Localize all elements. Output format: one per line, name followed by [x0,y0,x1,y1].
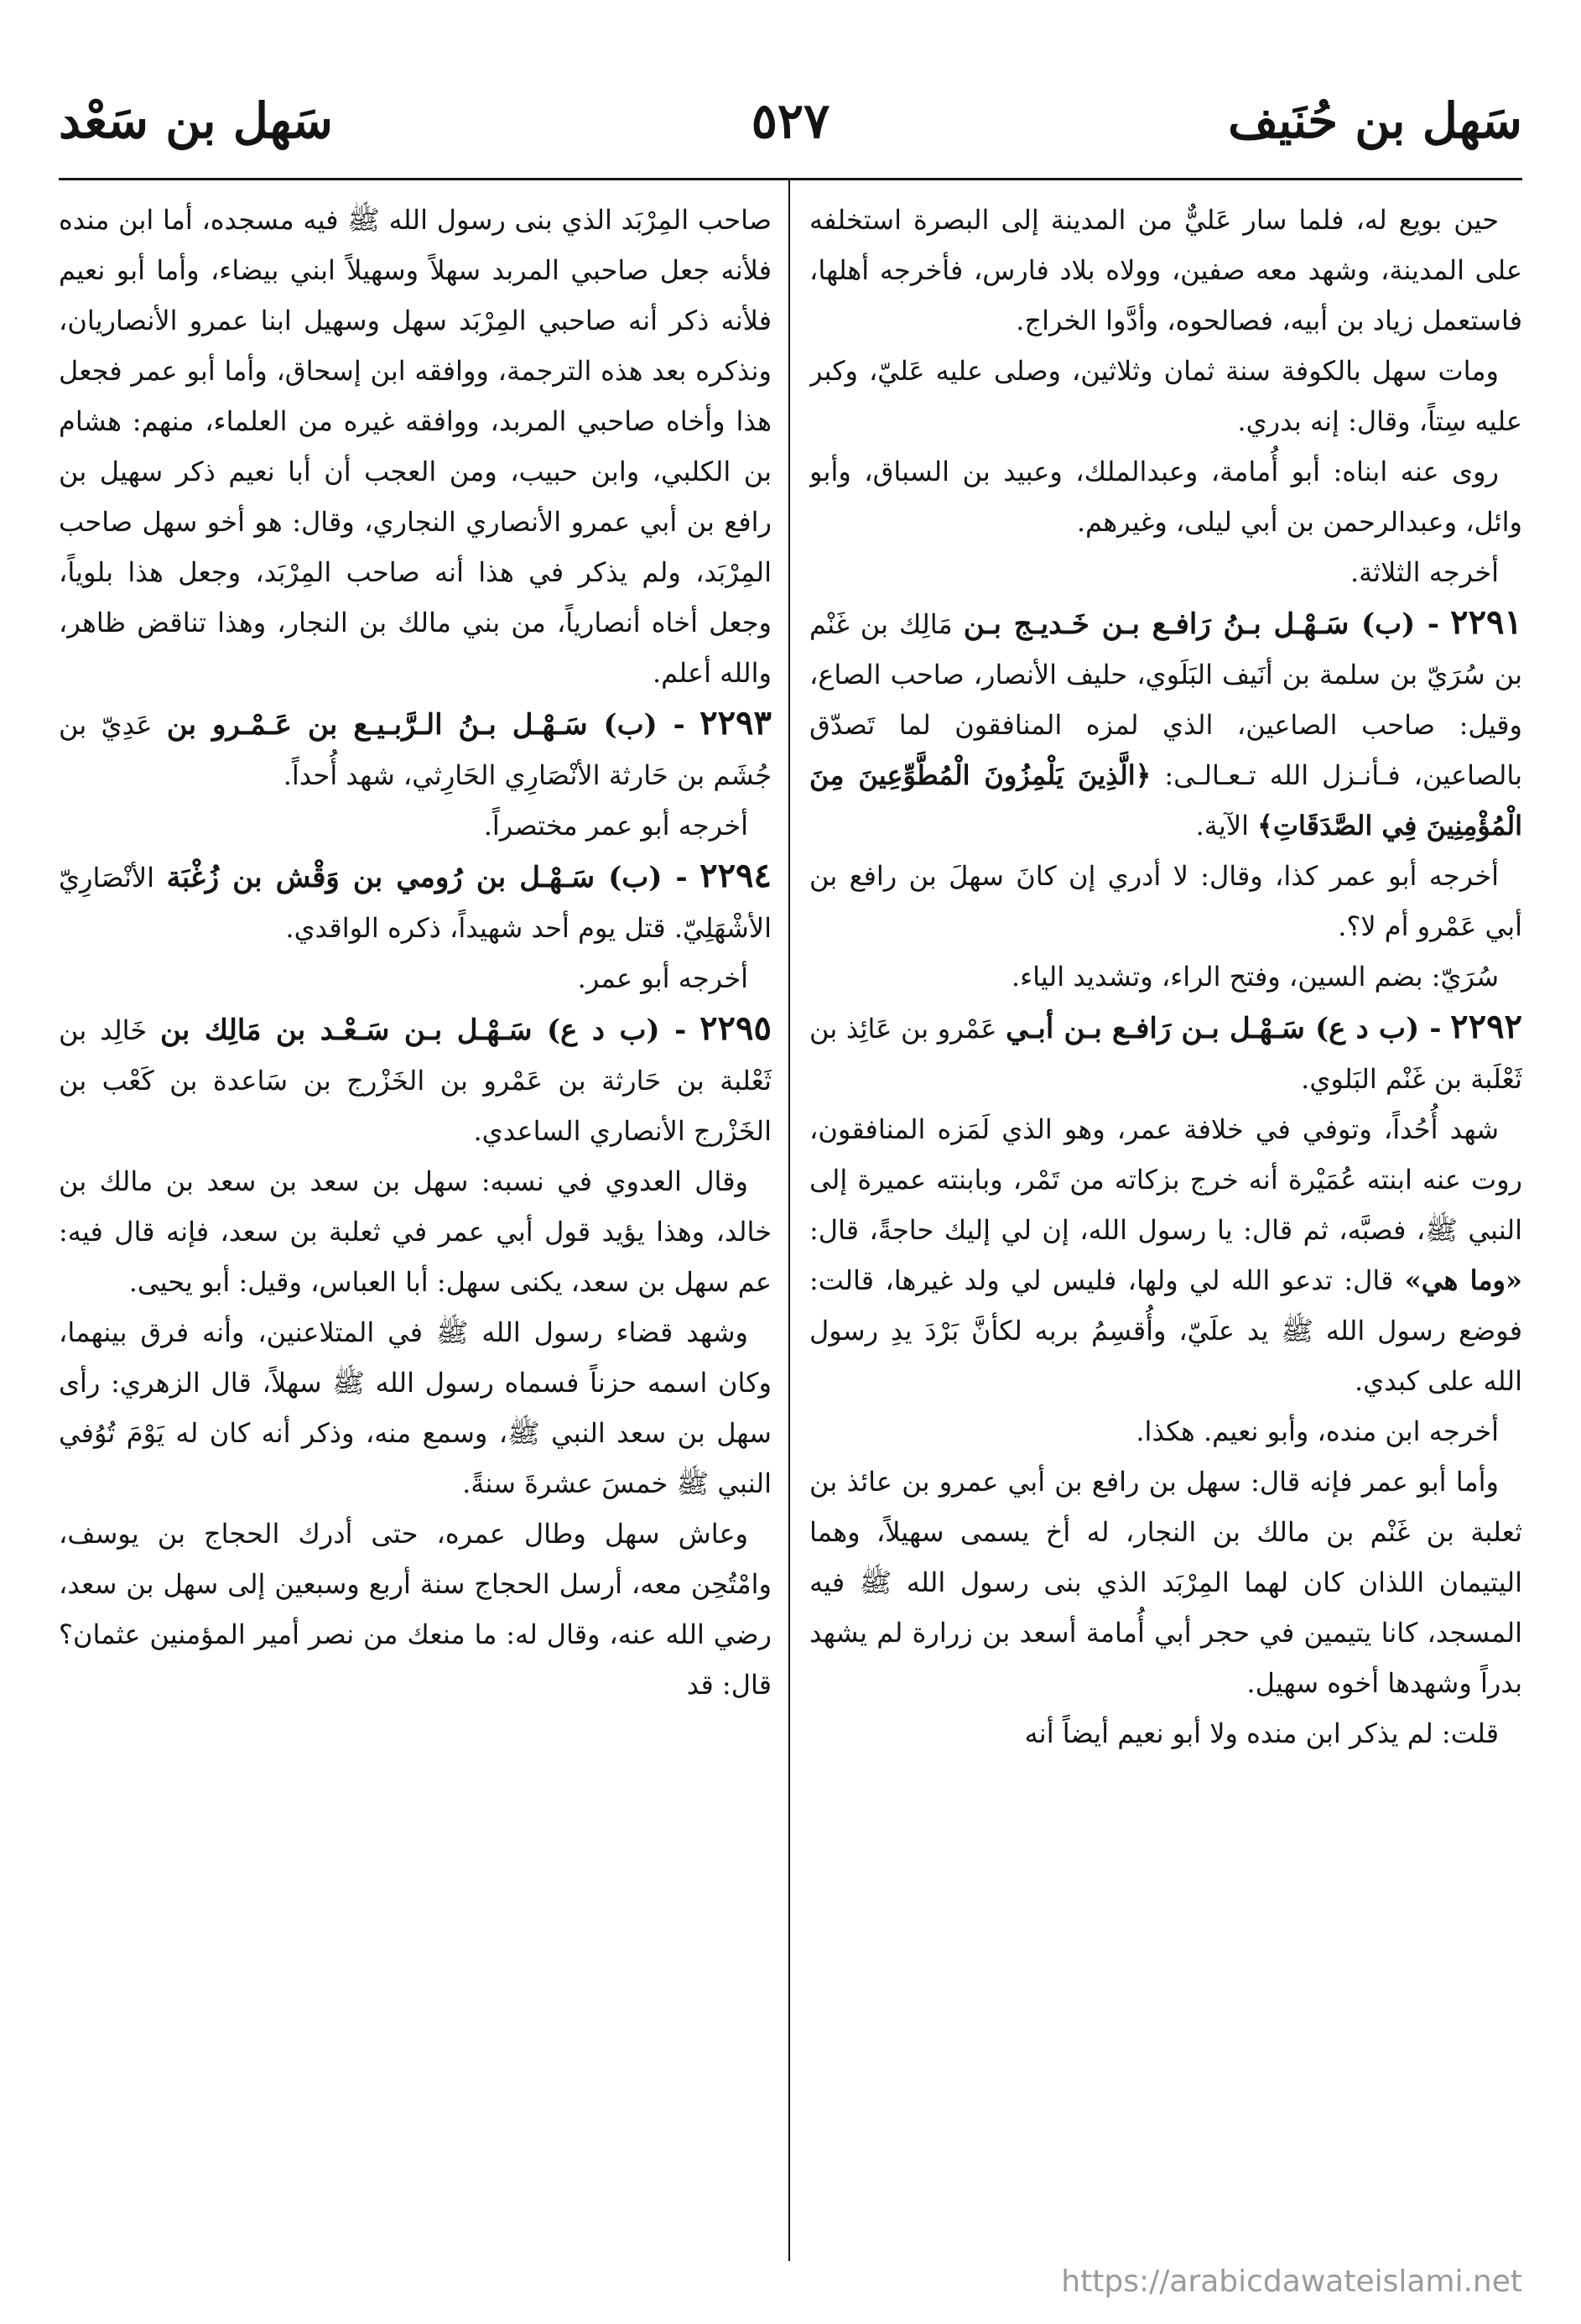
entry-heading: - (ب د ع) سَـهْـل بـن رَافـع بـن أبـي [1006,1012,1442,1045]
paragraph: وأما أبو عمر فإنه قال: سهل بن رافع بن أبي عمرو بن عائذ بن ثعلبة بن غَنْم بن مالك بن النجار، له أخ يسمى سهيلاً، وهما اليتيمان اللذان كان لهما المِرْبَد الذي بنى رسول الله ﷺ فيه المسجد، كانا يتيمين في حجر أبي أُمامة أسعد بن زرارة لم يشهد بدراً وشهدها أخوه سهيل. [809,1466,1522,1699]
entry-lineage: مَالِك بن غَنْم بن سُرَيّ بن سلمة بن أنَيف البَلَوي، حليف الأنصار، صاحب الصاع، وقيل: صاحب الصاعين، الذي لمزه المنافقون لما تَصدّق بالصاعين، فـأنـزل الله تـعـالـى: [809,608,1522,791]
entry-2291 [809,597,1522,851]
entry-heading: - (ب) سَـهْـل بـنُ الـرَّبـيـع بن عَـمْـرو بن [166,708,685,742]
paragraph: أخرجه الثلاثة. [1350,556,1499,588]
entry-2292 [809,1002,1522,1104]
entry-2295 [59,1003,772,1156]
paragraph: أخرجه أبو عمر مختصراً. [483,810,748,842]
paragraph: ومات سهل بالكوفة سنة ثمان وثلاثين، وصلى عليه عَليّ، وكبر عليه سِتاً، وقال: إنه بدري. [809,355,1522,437]
running-title-left: سَهل بن سَعْد [59,92,333,149]
paragraph: حين بويع له، فلما سار عَليٌّ من المدينة إلى البصرة استخلفه على المدينة، وشهد معه صفين، وولاه بلاد فارس، فأخرجه أهلها، فاستعمل زياد بن أبيه، فصالحوه، وأدَّوا الخراج. [809,204,1522,336]
watermark-url: https://arabicdawateislami.net [1061,2264,1522,2299]
paragraph: أخرجه ابن منده، وأبو نعيم. هكذا. [1136,1415,1499,1447]
entry-number: ٢٢٩١ [1450,602,1522,642]
quran-verse: ﴿الَّذِينَ يَلْمِزُونَ الْمُطَّوِّعِينَ مِنَ الْمُؤْمِنِينَ فِي الصَّدَقَاتِ﴾ [809,759,1522,842]
running-title-right: سَهل بن حُنَيف [1228,92,1522,149]
left-column [59,195,772,2250]
entry-heading: - (ب) سَـهْـل بـنُ رَافـع بـن خَـديـج بـن [963,607,1440,641]
column-divider [788,180,790,2261]
entry-2293 [59,698,772,800]
right-column [809,195,1522,2250]
entry-number: ٢٢٩٣ [699,703,772,743]
paragraph: روى عنه ابناه: أبو أُمامة، وعبدالملك، وعبيد بن السباق، وأبو وائل، وعبدالرحمن بن أبي ليلى، وغيرهم. [809,456,1522,538]
paragraph-text: شهد أُحُداً، وتوفي في خلافة عمر، وهو الذي لَمَزه المنافقون، روت عنه ابنته عُمَيْرة أنه خرج بزكاته من تَمْر، وبابنته عميرة إلى النبي ﷺ، فصبَّه، ثم قال: يا رسول الله، إن لي إليك حاجةً، قال: [809,1113,1522,1246]
paragraph-text: قال: تدعو الله لي ولها، فليس لي ولد غيرها، قالت: فوضع رسول الله ﷺ يد علَيّ، وأُقسِمُ بربه لكأنَّ بَرْدَ يدِ رسول الله على كبدي. [809,1264,1522,1397]
entry-lineage: خَالِد بن ثَعْلبة بن حَارثة بن عَمْرو بن الخَزْرج بن سَاعدة بن كَعْب بن الخَزْرج الأنصاري الساعدي. [59,1014,772,1147]
paragraph: وقال العدوي في نسبه: سهل بن سعد بن سعد بن مالك بن خالد، وهذا يؤيد قول أبي عمر في ثعلبة بن سعد، فإنه قال فيه: عم سهل بن سعد، يكنى سهل: أبا العباس، وقيل: أبو يحيى. [59,1165,772,1298]
entry-heading: - (ب د ع) سَـهْـل بـن سَـعْـد بن مَالِك بن [160,1013,687,1047]
page-number: ٥٢٧ [751,92,830,149]
entry-number: ٢٢٩٥ [699,1008,772,1048]
entry-lineage: عَمْرو بن عَائِذ بن ثَعْلَبة بن غَنْم البَلوي. [809,1013,1522,1095]
page-header [59,92,1522,185]
paragraph: سُرَيّ: بضم السين، وفتح الراء، وتشديد الياء. [1011,961,1499,993]
entry-lineage: الأنْصَارِيّ الأشْهَلِيّ. قتل يوم أحد شهيداً، ذكره الواقدي. [59,862,772,944]
entry-heading: - (ب) سَـهْـل بن رُومي بن وَقْش بن زُغْبَة [166,861,688,894]
header-rule [59,178,1522,180]
paragraph: أخرجه أبو عمر كذا، وقال: لا أدري إن كانَ سهلَ بن رافع بن أبي عَمْرو أم لا؟. [809,860,1522,942]
entry-2294 [59,851,772,953]
entry-number: ٢٢٩٤ [699,856,772,895]
hadith-quote: «وما هي» [1404,1264,1522,1296]
paragraph: وعاش سهل وطال عمره، حتى أدرك الحجاج بن يوسف، وامْتُحِن معه، أرسل الحجاج سنة أربع وسبعين إلى سهل بن سعد، رضي الله عنه، وقال له: ما منعك من نصر أمير المؤمنين عثمان؟ قال: قد [59,1518,772,1701]
paragraph: وشهد قضاء رسول الله ﷺ في المتلاعنين، وأنه فرق بينهما، وكان اسمه حزناً فسماه رسول الله ﷺ سهلاً، قال الزهري: رأى سهل بن سعد النبي ﷺ، وسمع منه، وذكر أنه كان له يَوْمَ تُوُفي النبي ﷺ خمسَ عشرةَ سنةً. [59,1316,772,1499]
entry-lineage: عَدِيّ بن جُشَم بن حَارثة الأنْصَارِي الحَارِثي، شهد أُحداً. [59,709,772,791]
paragraph: أخرجه أبو عمر. [577,962,748,994]
paragraph: صاحب المِرْبَد الذي بنى رسول الله ﷺ فيه مسجده، أما ابن منده فلأنه جعل صاحبي المربد سهلاً وسهيلاً ابني بيضاء، وأما أبو نعيم فلأنه ذكر أنه صاحبي المِرْبَد سهل وسهيل ابنا عمرو الأنصاريان، ونذكره بعد هذه الترجمة، ووافقه ابن إسحاق، وأما أبو عمر فجعل هذا وأخاه صاحبي المربد، ووافقه غيره من العلماء، منهم: هشام بن الكلبي، وابن حبيب، ومن العجب أن أبا نعيم ذكر سهيل بن رافع بن أبي عمرو الأنصاري النجاري، وقال: هو أخو سهل صاحب المِرْبَد، ولم يذكر في هذا أنه صاحب المِرْبَد، وجعل هذا بلوياً، وجعل أخاه أنصارياً، من بني مالك بن النجار، وهذا تناقض ظاهر، والله أعلم. [59,204,772,689]
paragraph: قلت: لم يذكر ابن منده ولا أبو نعيم أيضاً أنه [1024,1717,1499,1749]
entry-tail: الآية. [1195,810,1249,842]
entry-number: ٢٢٩٢ [1450,1007,1522,1046]
paragraph [809,1104,1522,1406]
